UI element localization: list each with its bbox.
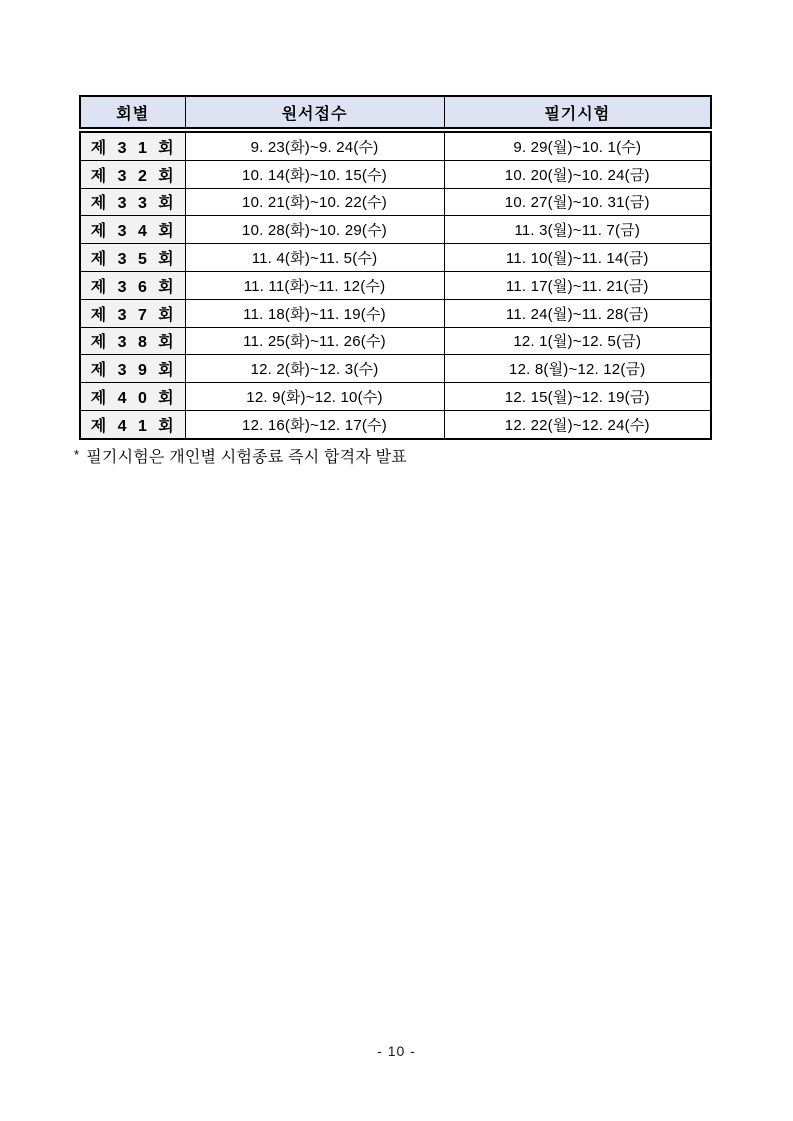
table-row [80,383,711,411]
table-row [80,299,711,327]
cell-session: 제 3 4 회 [80,216,185,244]
table-row [80,188,711,216]
footnote [74,444,407,467]
cell-application-period: 9. 23(화)~9. 24(수) [185,130,444,160]
table-row [80,160,711,188]
cell-application-period: 11. 18(화)~11. 19(수) [185,299,444,327]
table-row [80,355,711,383]
column-header-written-exam: 필기시험 [444,96,711,130]
cell-written-exam-period: 12. 22(월)~12. 24(수) [444,410,711,438]
cell-session: 제 3 6 회 [80,271,185,299]
cell-session: 제 3 3 회 [80,188,185,216]
cell-application-period: 10. 21(화)~10. 22(수) [185,188,444,216]
table-header-row [80,96,711,130]
cell-application-period: 10. 28(화)~10. 29(수) [185,216,444,244]
footnote-text: 필기시험은 개인별 시험종료 즉시 합격자 발표 [86,449,407,466]
cell-application-period: 12. 2(화)~12. 3(수) [185,355,444,383]
cell-session: 제 3 7 회 [80,299,185,327]
exam-schedule-table [79,95,712,440]
page-number: - 10 - [377,1043,416,1059]
cell-written-exam-period: 11. 10(월)~11. 14(금) [444,244,711,272]
cell-session: 제 3 9 회 [80,355,185,383]
cell-written-exam-period: 12. 1(월)~12. 5(금) [444,327,711,355]
cell-application-period: 10. 14(화)~10. 15(수) [185,160,444,188]
column-header-application: 원서접수 [185,96,444,130]
table-row [80,130,711,160]
cell-written-exam-period: 10. 27(월)~10. 31(금) [444,188,711,216]
cell-written-exam-period: 12. 15(월)~12. 19(금) [444,383,711,411]
cell-session: 제 3 5 회 [80,244,185,272]
cell-written-exam-period: 12. 8(월)~12. 12(금) [444,355,711,383]
cell-session: 제 3 8 회 [80,327,185,355]
cell-session: 제 3 1 회 [80,130,185,160]
cell-application-period: 11. 11(화)~11. 12(수) [185,271,444,299]
cell-session: 제 3 2 회 [80,160,185,188]
cell-written-exam-period: 11. 17(월)~11. 21(금) [444,271,711,299]
table-row [80,410,711,438]
cell-written-exam-period: 11. 24(월)~11. 28(금) [444,299,711,327]
cell-application-period: 12. 16(화)~12. 17(수) [185,410,444,438]
cell-application-period: 11. 4(화)~11. 5(수) [185,244,444,272]
column-header-session: 회별 [80,96,185,130]
cell-written-exam-period: 11. 3(월)~11. 7(금) [444,216,711,244]
cell-written-exam-period: 9. 29(월)~10. 1(수) [444,130,711,160]
cell-application-period: 12. 9(화)~12. 10(수) [185,383,444,411]
cell-session: 제 4 0 회 [80,383,185,411]
table-row [80,327,711,355]
cell-application-period: 11. 25(화)~11. 26(수) [185,327,444,355]
cell-written-exam-period: 10. 20(월)~10. 24(금) [444,160,711,188]
footnote-asterisk: * [74,447,80,462]
table-row [80,216,711,244]
cell-session: 제 4 1 회 [80,410,185,438]
table-row [80,271,711,299]
table-row [80,244,711,272]
